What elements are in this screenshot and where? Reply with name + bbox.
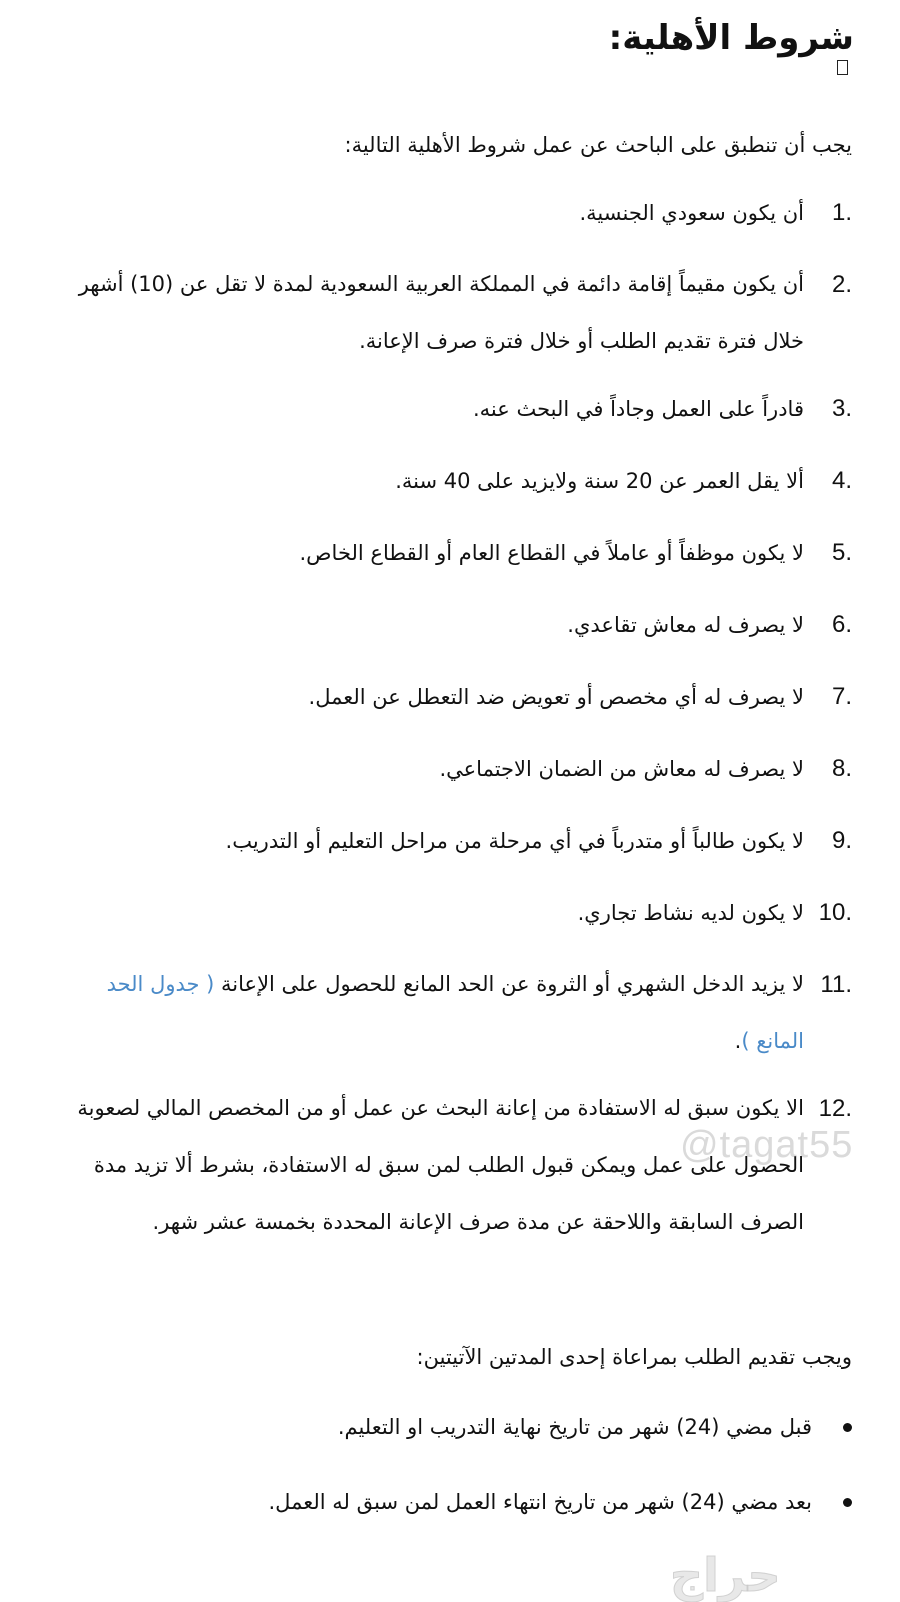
condition-number: 10. (818, 899, 852, 926)
condition-number: 11. (820, 971, 852, 998)
period-text: بعد مضي (24) شهر من تاريخ انتهاء العمل لمن سبق له العمل. (268, 1490, 812, 1514)
condition-item (72, 884, 852, 942)
condition-text: قادراً على العمل وجاداً في البحث عنه. (472, 397, 804, 421)
condition-number: 7. (831, 683, 852, 710)
condition-number: 12. (818, 1095, 852, 1122)
username-watermark: @tagat55 (680, 1124, 854, 1166)
condition-item (72, 956, 852, 1070)
condition-text: لا يصرف له معاش تقاعدي. (567, 613, 804, 637)
condition-item (72, 668, 852, 726)
condition-text: لا يكون موظفاً أو عاملاً في القطاع العام أو القطاع الخاص. (299, 541, 804, 565)
period-item (269, 1485, 853, 1519)
application-note: ويجب تقديم الطلب بمراعاة إحدى المدتين الآتيتين: (416, 1345, 852, 1369)
condition-item (72, 740, 852, 798)
condition-number: 5. (831, 539, 852, 566)
bullet-icon (843, 1498, 852, 1507)
page-title: شروط الأهلية: (608, 18, 854, 58)
condition-text: أن يكون سعودي الجنسية. (579, 201, 804, 225)
condition-item (72, 256, 852, 370)
condition-item (72, 184, 852, 242)
condition-item (72, 452, 852, 510)
condition-text-body: لا يزيد الدخل الشهري أو الثروة عن الحد المانع للحصول على الإعانة (221, 972, 804, 996)
threshold-table-link[interactable]: ( جدول الحد المانع ) (106, 972, 804, 1053)
condition-number: 1. (831, 199, 852, 226)
condition-text: لا يكون طالباً أو متدرباً في أي مرحلة من مراحل التعليم أو التدريب. (225, 829, 804, 853)
condition-text: ألا يقل العمر عن 20 سنة ولايزيد على 40 سنة. (395, 469, 804, 493)
condition-text: لا يصرف له معاش من الضمان الاجتماعي. (439, 757, 804, 781)
condition-number: 2. (831, 271, 852, 298)
condition-text: لا يصرف له أي مخصص أو تعويض ضد التعطل عن العمل. (308, 685, 804, 709)
condition-text: أن يكون مقيماً إقامة دائمة في المملكة العربية السعودية لمدة لا تقل عن (10) أشهر خلال فترة تقديم الطلب أو خلال فترة صرف الإعانة. (78, 272, 804, 353)
condition-number: 9. (831, 827, 852, 854)
condition-text: لا يكون لديه نشاط تجاري. (577, 901, 804, 925)
condition-number: 4. (831, 467, 852, 494)
period-item (338, 1410, 852, 1444)
condition-number: 3. (831, 395, 852, 422)
condition-item (72, 380, 852, 438)
condition-item (72, 524, 852, 582)
condition-text (72, 956, 804, 1070)
condition-text: الا يكون سبق له الاستفادة من إعانة البحث عن عمل أو من المخصص المالي لصعوبة الحصول على عمل ويمكن قبول الطلب لمن سبق له الاستفادة، بشرط ألا تزيد مدة الصرف السابقة واللاحقة عن مدة صرف الإعانة المحددة بخمسة عشر شهر. (77, 1096, 804, 1234)
bullet-icon (843, 1423, 852, 1432)
period-text: قبل مضي (24) شهر من تاريخ نهاية التدريب او التعليم. (337, 1415, 812, 1439)
intro-text: يجب أن تنطبق على الباحث عن عمل شروط الأهلية التالية: (344, 133, 852, 157)
missing-glyph-icon (837, 60, 848, 75)
condition-text-suffix: . (734, 1029, 742, 1053)
condition-number: 6. (831, 611, 852, 638)
condition-item (72, 812, 852, 870)
condition-item (72, 596, 852, 654)
condition-number: 8. (831, 755, 852, 782)
site-watermark: حراج (670, 1548, 781, 1602)
